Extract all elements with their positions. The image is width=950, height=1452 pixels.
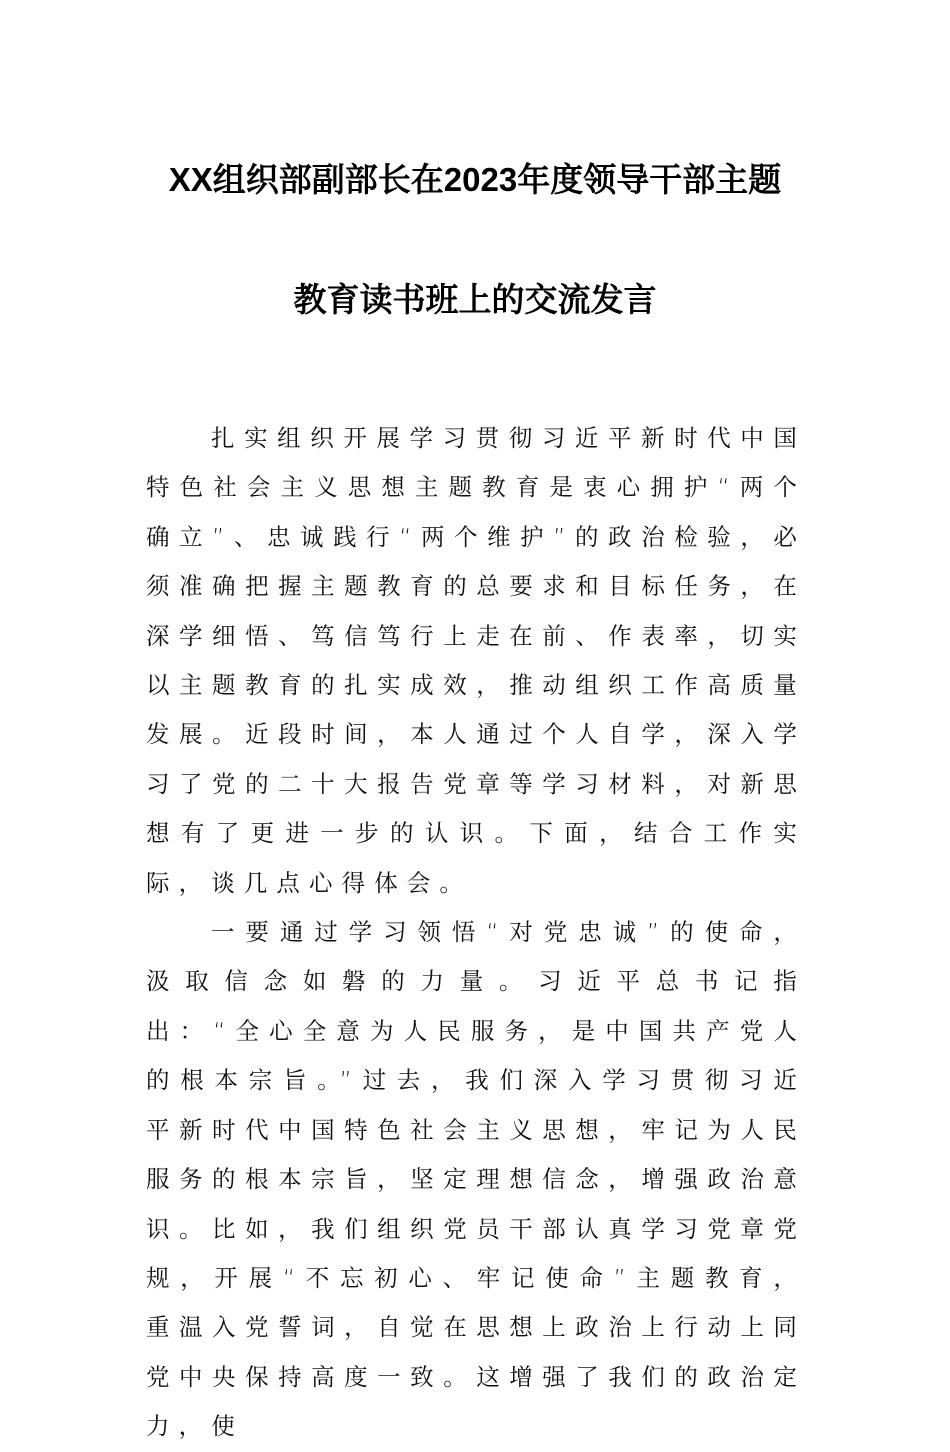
document-body bbox=[146, 414, 806, 1452]
paragraph-intro: 扎实组织开展学习贯彻习近平新时代中国特色社会主义思想主题教育是衷心拥护“两个确立”、忠诚践行“两个维护”的政治检验，必须准确把握主题教育的总要求和目标任务，在深学细悟、笃信笃行上走在前、作表率，切实以主题教育的扎实成效，推动组织工作高质量发展。近段时间，本人通过个人自学，深入学习了党的二十大报告党章等学习材料，对新思想有了更进一步的认识。下面，结合工作实际，谈几点心得体会。 bbox=[146, 424, 806, 897]
document-title-line-2: 教育读书班上的交流发言 bbox=[293, 281, 657, 318]
paragraph-point-one: 一要通过学习领悟“对党忠诚”的使命，汲取信念如磐的力量。习近平总书记指出：“全心全意为人民服务，是中国共产党人的根本宗旨。”过去，我们深入学习贯彻习近平新时代中国特色社会主义思想，牢记为人民服务的根本宗旨，坚定理想信念，增强政治意识。比如，我们组织党员干部认真学习党章党规，开展“不忘初心、牢记使命”主题教育，重温入党誓词，自觉在思想上政治上行动上同党中央保持高度一致。这增强了我们的政治定力，使 bbox=[146, 918, 806, 1441]
document-title-line-1: XX组织部副部长在2023年度领导干部主题 bbox=[168, 161, 782, 198]
